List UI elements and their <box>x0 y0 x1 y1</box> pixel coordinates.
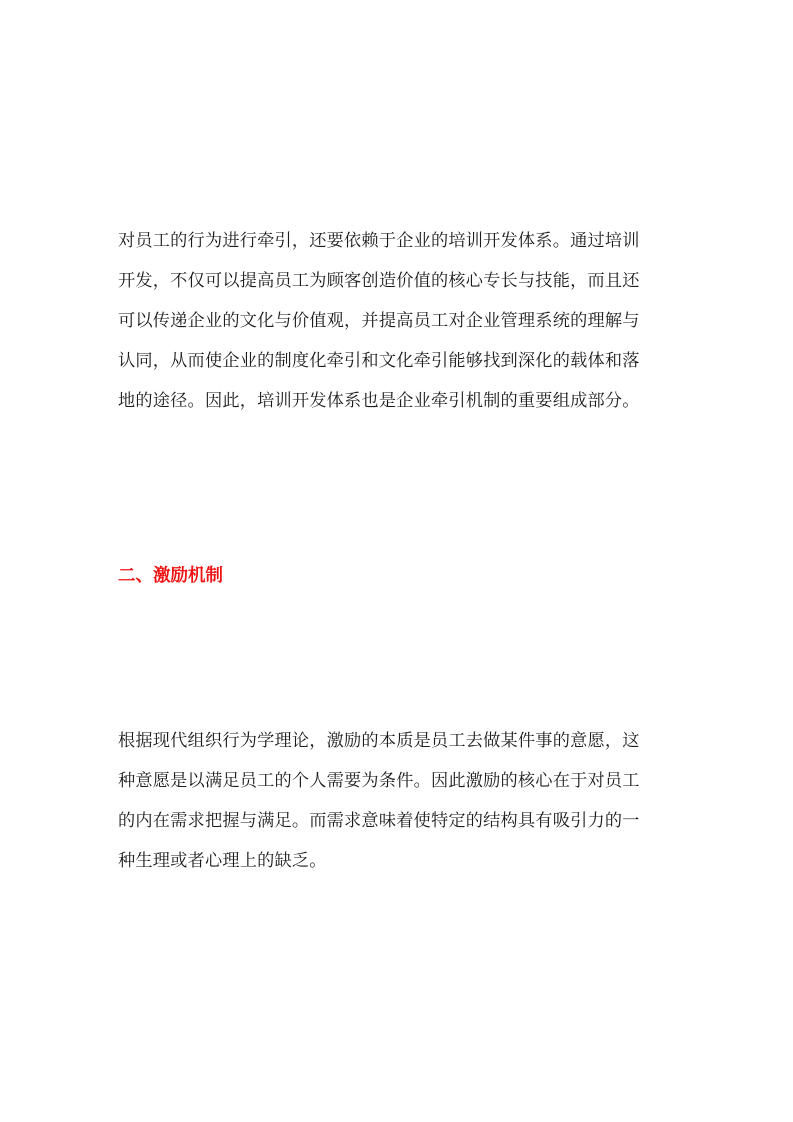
paragraph-incentive-mechanism <box>118 721 678 881</box>
text-line: 的内在需求把握与满足。而需求意味着使特定的结构具有吸引力的一 <box>118 811 640 831</box>
section-heading: 二、激励机制 <box>118 566 223 586</box>
paragraph-training-development <box>118 221 678 421</box>
text-line: 种意愿是以满足员工的个人需要为条件。因此激励的核心在于对员工 <box>118 771 640 791</box>
text-line: 可以传递企业的文化与价值观，并提高员工对企业管理系统的理解与 <box>118 311 640 331</box>
text-line: 种生理或者心理上的缺乏。 <box>118 851 327 871</box>
text-line: 根据现代组织行为学理论，激励的本质是员工去做某件事的意愿，这 <box>118 731 640 751</box>
text-line: 认同，从而使企业的制度化牵引和文化牵引能够找到深化的载体和落 <box>118 351 640 371</box>
text-line: 开发，不仅可以提高员工为顾客创造价值的核心专长与技能，而且还 <box>118 271 640 291</box>
text-line: 对员工的行为进行牵引，还要依赖于企业的培训开发体系。通过培训 <box>118 231 640 251</box>
text-line: 地的途径。因此，培训开发体系也是企业牵引机制的重要组成部分。 <box>118 391 640 411</box>
